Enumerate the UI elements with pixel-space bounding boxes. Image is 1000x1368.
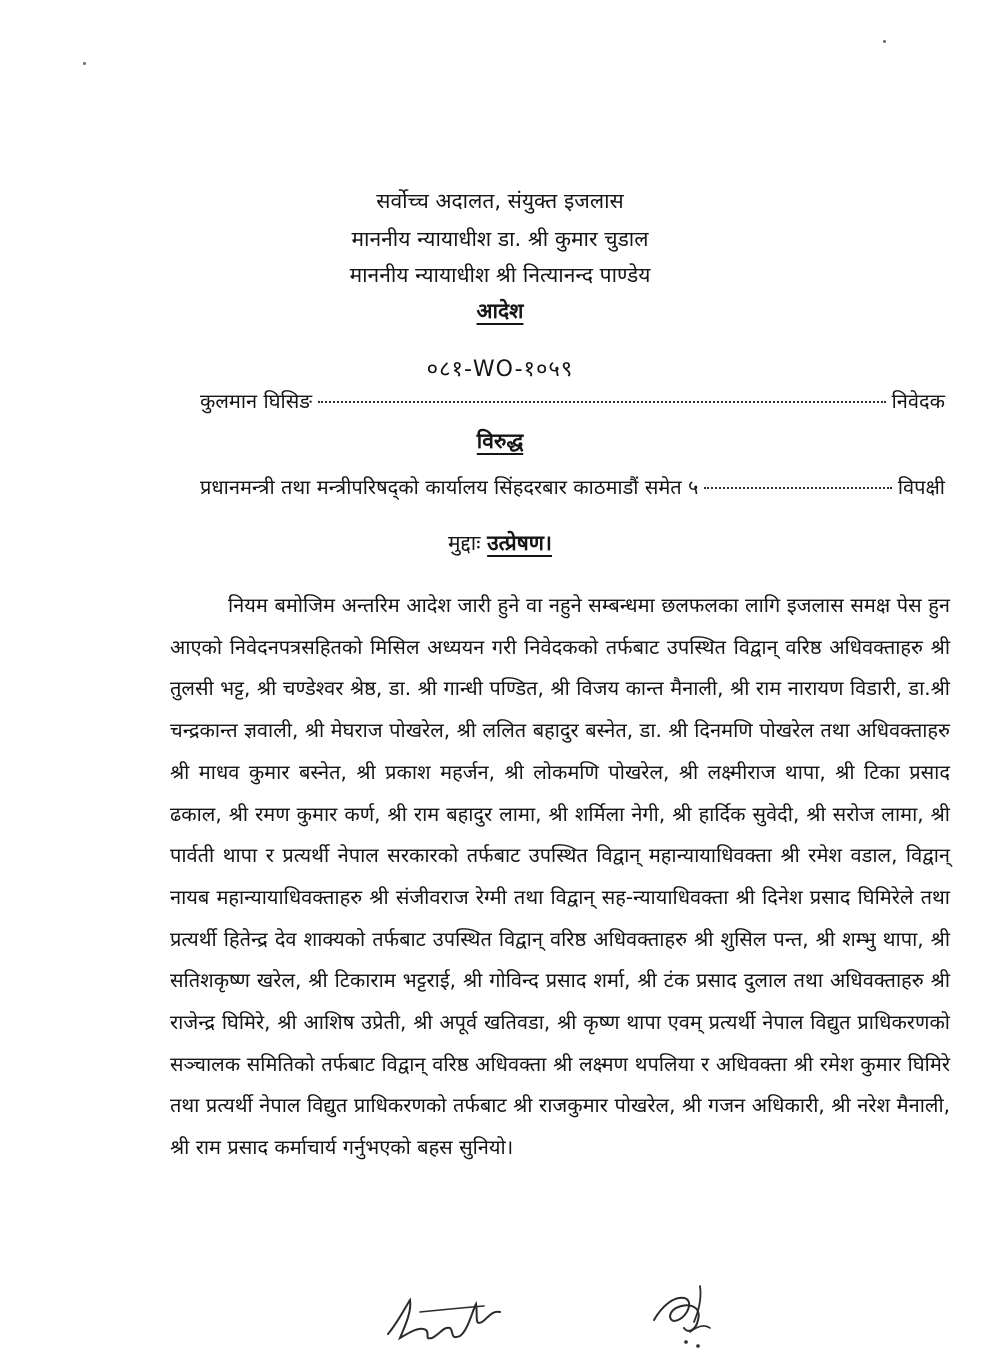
petitioner-name: कुलमान घिसिङ	[200, 389, 312, 413]
right-signature	[640, 1276, 760, 1356]
subject-label: मुद्दाः	[448, 531, 481, 555]
scan-speck	[883, 40, 886, 43]
subject-line	[0, 530, 1000, 556]
versus-heading	[0, 428, 1000, 454]
court-name: सर्वोच्च अदालत, संयुक्त इजलास	[376, 189, 624, 213]
body-paragraph: नियम बमोजिम अन्तरिम आदेश जारी हुने वा नहुने सम्बन्धमा छलफलका लागि इजलास समक्ष पेस हुन आएको निवेदनपत्रसहितको मिसिल अध्ययन गरी निवेदकको तर्फबाट उपस्थित विद्वान् वरिष्ठ अधिवक्ताहरु श्री तुलसी भट्ट, श्री चण्डेश्वर श्रेष्ठ, डा. श्री गान्धी पण्डित, श्री विजय कान्त मैनाली, श्री राम नारायण विडारी, डा.श्री चन्द्रकान्त ज्ञवाली, श्री मेघराज पोखरेल, श्री ललित बहादुर बस्नेत, डा. श्री दिनमणि पोखरेल तथा अधिवक्ताहरु श्री माधव कुमार बस्नेत, श्री प्रकाश महर्जन, श्री लोकमणि पोखरेल, श्री लक्ष्मीराज थापा, श्री टिका प्रसाद ढकाल, श्री रमण कुमार कर्ण, श्री राम बहादुर लामा, श्री शर्मिला नेगी, श्री हार्दिक सुवेदी, श्री सरोज लामा, श्री पार्वती थापा र प्रत्यर्थी नेपाल सरकारको तर्फबाट उपस्थित विद्वान् महान्यायाधिवक्ता श्री रमेश वडाल, विद्वान् नायब महान्यायाधिवक्ताहरु श्री संजीवराज रेग्मी तथा विद्वान् सह-न्यायाधिवक्ता श्री दिनेश प्रसाद घिमिरेले तथा प्रत्यर्थी हितेन्द्र देव शाक्यको तर्फबाट उपस्थित विद्वान् वरिष्ठ अधिवक्ताहरु श्री शुसिल पन्त, श्री शम्भु थापा, श्री सतिशकृष्ण खरेल, श्री टिकाराम भट्टराई, श्री गोविन्द प्रसाद शर्मा, श्री टंक प्रसाद दुलाल तथा अधिवक्ताहरु श्री राजेन्द्र घिमिरे, श्री आशिष उप्रेती, श्री अपूर्व खतिवडा, श्री कृष्ण थापा एवम् प्रत्यर्थी नेपाल विद्युत प्राधिकरणको सञ्चालक समितिको तर्फबाट विद्वान् वरिष्ठ अधिवक्ता श्री लक्ष्मण थपलिया र अधिवक्ता श्री रमेश कुमार घिमिरे तथा प्रत्यर्थी नेपाल विद्युत प्राधिकरणको तर्फबाट श्री राजकुमार पोखरेल, श्री गजन अधिकारी, श्री नरेश मैनाली, श्री राम प्रसाद कर्माचार्य गर्नुभएको बहस सुनियो।	[170, 593, 950, 1160]
justice-name-1: माननीय न्यायाधीश डा. श्री कुमार चुडाल	[351, 227, 649, 251]
subject-value: उत्प्रेषण।	[487, 531, 552, 555]
leader-dots	[318, 401, 886, 403]
respondent-row	[200, 474, 945, 500]
scan-speck	[83, 62, 86, 65]
petitioner-row	[200, 388, 945, 414]
justice-name-2: माननीय न्यायाधीश श्री नित्यानन्द पाण्डेय	[349, 263, 651, 287]
respondent-name: प्रधानमन्त्री तथा मन्त्रीपरिषद्को कार्यालय सिंहदरबार काठमाडौं समेत ५	[200, 475, 699, 499]
left-signature	[380, 1282, 510, 1352]
versus-label: विरुद्ध	[476, 429, 524, 453]
leader-dots	[704, 487, 891, 489]
document-type-heading: आदेश	[476, 299, 524, 323]
respondent-role: विपक्षी	[897, 475, 945, 499]
petitioner-role: निवेदक	[891, 389, 945, 413]
case-number: ०८१-WO-१०५९	[426, 357, 574, 382]
